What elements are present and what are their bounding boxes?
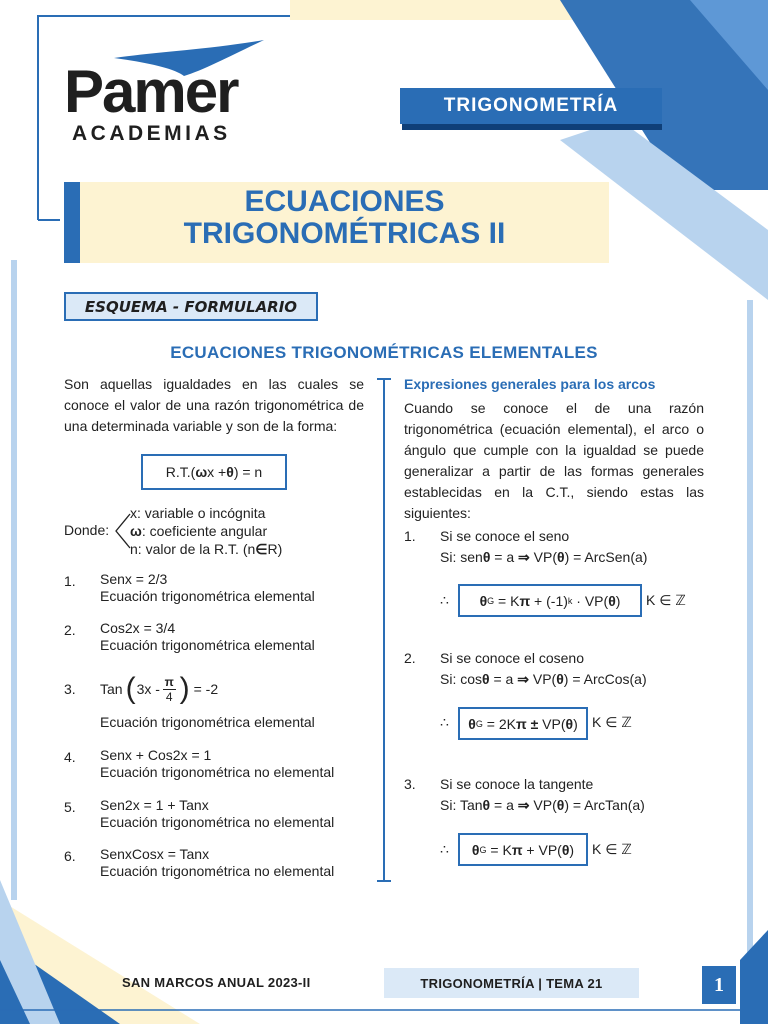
donde-list [130, 504, 282, 558]
theta-symbol: θ [556, 797, 565, 813]
cond-vp-end: ) = ArcTan(a) [564, 797, 645, 813]
left-intro: Son aquellas igualdades en las cuales se conoce el valor de una razón trigonométrica de una determinada variable y son de la forma: [64, 376, 364, 434]
case-number: 2. [404, 650, 416, 666]
cond-vp-end: ) = ArcSen(a) [564, 549, 648, 565]
example-2 [64, 620, 364, 660]
form-post: ) = n [233, 464, 263, 480]
general-solution-box-cosine: θ G = 2K π ± VP( θ ) [458, 707, 588, 740]
therefore-symbol: ∴ [440, 841, 449, 857]
therefore-symbol: ∴ [440, 714, 449, 730]
banner-shadow [402, 124, 662, 130]
theta-symbol: θ [556, 671, 564, 687]
theta-symbol: θ [482, 549, 491, 565]
right-intro: Cuando se conoce el de una razón trigonométrica (ecuación elemental), el arco o ángulo que cumple con la igualdad se puede generalizar a partir de las formas generales establecidas en la C.T., siendo estas las siguientes: [404, 400, 704, 521]
case-sine [404, 526, 704, 568]
example-number: 3. [64, 681, 76, 697]
example-equation: Sen2x = 1 + Tanx [100, 797, 209, 813]
right-paren-icon: ) [179, 672, 190, 705]
case-condition [404, 547, 704, 568]
donde-label: Donde: [64, 522, 110, 538]
case-cosine [404, 648, 704, 690]
example-description: Ecuación trigonométrica no elemental [100, 863, 335, 879]
form-mid: x + [207, 464, 227, 480]
form-theta: θ [226, 464, 234, 480]
logo-brand: Pamer [64, 58, 238, 125]
example-equation: SenxCosx = Tanx [100, 846, 210, 862]
donde-text: : variable o incógnita [137, 505, 266, 521]
general-solution-box-tangent: θ G = K π + VP( θ ) [458, 833, 588, 866]
example-equation: Senx + Cos2x = 1 [100, 747, 212, 763]
form-omega: ω [195, 464, 208, 480]
example-3 [64, 672, 364, 732]
example-6 [64, 846, 364, 886]
example-equation: Senx = 2/3 [100, 571, 168, 587]
case-number: 1. [404, 528, 416, 544]
donde-item-n [130, 540, 282, 558]
cond-vp: VP( [528, 671, 557, 687]
donde-item-x [130, 504, 282, 522]
general-form-box [141, 454, 287, 490]
fraction-numerator: π [164, 674, 174, 689]
column-divider [383, 378, 385, 882]
example-content [100, 846, 334, 880]
fraction-denominator: 4 [163, 689, 176, 704]
right-heading: Expresiones generales para los arcos [404, 376, 656, 392]
cond-func: Si: Tan [440, 797, 483, 813]
case-condition [404, 795, 704, 816]
cond-rhs: = a [489, 671, 518, 687]
example-number: 5. [64, 799, 76, 815]
example-description: Ecuación trigonométrica no elemental [100, 814, 335, 830]
eq-rhs: = -2 [193, 680, 219, 697]
implies-arrow-icon: ⇒ [518, 549, 530, 565]
donde-sym: ω [130, 523, 142, 539]
implies-arrow-icon: ⇒ [517, 671, 529, 687]
donde-text: R) [267, 541, 283, 557]
general-solution-box-sine: θ G = K π + (-1) k · VP( θ ) [458, 584, 642, 617]
left-paren-icon: ( [125, 672, 136, 705]
case-title: Si se conoce la tangente [440, 776, 594, 792]
example-equation: Cos2x = 3/4 [100, 620, 176, 636]
example-description: Ecuación trigonométrica elemental [100, 637, 315, 653]
donde-sym: n [130, 541, 138, 557]
example-equation [100, 672, 218, 706]
k-domain: K ∈ ℤ [592, 714, 632, 730]
cond-rhs: = a [490, 549, 519, 565]
cond-vp: VP( [529, 797, 557, 813]
title-accent-bar [64, 182, 80, 263]
example-5 [64, 797, 364, 837]
theta-symbol: θ [482, 797, 491, 813]
example-content [100, 797, 334, 831]
example-description: Ecuación trigonométrica elemental [100, 714, 315, 730]
case-title-row [404, 774, 704, 795]
k-domain: K ∈ ℤ [592, 841, 632, 857]
cond-vp-end: ) = ArcCos(a) [563, 671, 647, 687]
case-title-row [404, 648, 704, 669]
form-pre: R.T.( [165, 464, 196, 480]
implies-arrow-icon: ⇒ [517, 797, 530, 813]
donde-text: : coeficiente angular [141, 523, 268, 539]
fraction [163, 675, 176, 704]
title-line-2: TRIGONOMÉTRICAS II [183, 217, 506, 250]
cond-rhs: = a [490, 797, 518, 813]
example-1 [64, 571, 364, 611]
subject-banner: TRIGONOMETRÍA [400, 88, 662, 124]
eq-func: Tan [100, 680, 123, 697]
pamer-logo [64, 40, 274, 150]
donde-sym: x [130, 505, 137, 521]
case-title: Si se conoce el seno [440, 528, 570, 544]
example-number: 1. [64, 573, 76, 589]
example-description: Ecuación trigonométrica elemental [100, 588, 315, 604]
example-number: 6. [64, 848, 76, 864]
page-title [80, 186, 609, 250]
main-heading: ECUACIONES TRIGONOMÉTRICAS ELEMENTALES [170, 343, 598, 362]
section-tag: ESQUEMA - FORMULARIO [64, 292, 318, 321]
page-number: 1 [702, 966, 736, 1004]
case-title: Si se conoce el coseno [440, 650, 584, 666]
case-tangent [404, 774, 704, 816]
example-number: 4. [64, 749, 76, 765]
theta-symbol: θ [557, 549, 565, 565]
footer-course: SAN MARCOS ANUAL 2023-II [122, 975, 311, 990]
example-number: 2. [64, 622, 76, 638]
brace-icon [112, 510, 132, 552]
footer-topic: TRIGONOMETRÍA | TEMA 21 [384, 968, 639, 998]
therefore-symbol: ∴ [440, 592, 449, 608]
case-number: 3. [404, 776, 416, 792]
case-title-row [404, 526, 704, 547]
cond-func: Si: sen [440, 549, 483, 565]
title-line-1: ECUACIONES [244, 185, 445, 218]
example-4 [64, 747, 364, 787]
example-content [100, 620, 315, 654]
logo-subtitle: ACADEMIAS [72, 122, 231, 145]
donde-text: : valor de la R.T. (n [137, 541, 256, 557]
column-divider-top-cap [377, 378, 391, 380]
theta-symbol: θ [482, 671, 490, 687]
cond-vp: VP( [529, 549, 557, 565]
cond-func: Si: cos [440, 671, 483, 687]
column-divider-bottom-cap [377, 880, 391, 882]
example-content [100, 747, 334, 781]
eq-inner: 3x - [136, 680, 160, 697]
element-of-symbol: ∈ [255, 541, 268, 557]
k-domain: K ∈ ℤ [646, 592, 686, 608]
example-description: Ecuación trigonométrica no elemental [100, 764, 335, 780]
example-content [100, 571, 315, 605]
case-condition [404, 669, 704, 690]
donde-item-omega [130, 522, 282, 540]
